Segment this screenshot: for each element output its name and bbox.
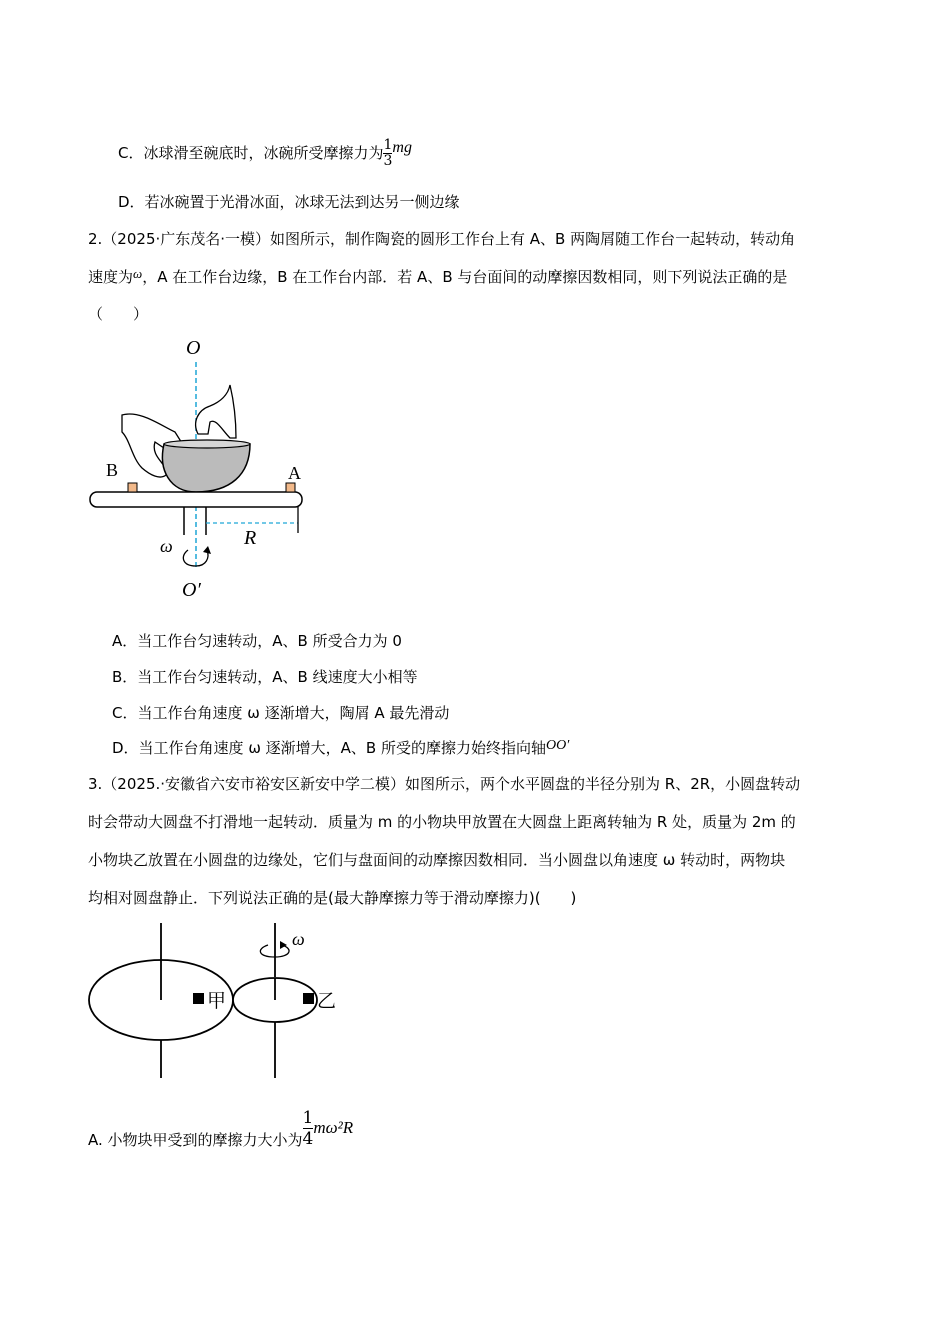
- q2-label-O: O: [186, 337, 201, 359]
- q2-label-omega: ω: [160, 536, 173, 556]
- q2-label-B: B: [106, 460, 119, 480]
- q3-label-yi: 乙: [317, 991, 337, 1012]
- q2-option-a: A．当工作台匀速转动，A、B 所受合力为 0: [112, 632, 402, 650]
- q3-option-a: A. 小物块甲受到的摩擦力大小为 $\frac{1}{4}$ mω²R: [88, 1108, 354, 1149]
- q3-figure: [80, 915, 360, 1080]
- q2-label-A: A: [288, 463, 301, 483]
- q1-option-d: D．若冰碗置于光滑冰面，冰球无法到达另一侧边缘: [118, 193, 460, 211]
- q1-option-c-text: C．冰球滑至碗底时，冰碗所受摩擦力为: [118, 144, 384, 162]
- q3-stem-line4: 均相对圆盘静止．下列说法正确的是(最大静摩擦力等于滑动摩擦力)( ): [88, 889, 577, 907]
- q1-option-c-mg: mg: [392, 139, 412, 156]
- q2-stem-line2: 速度为ω，A 在工作台边缘，B 在工作台内部．若 A、B 与台面间的动摩擦因数相同，则下列说法正确的是: [88, 266, 788, 286]
- q3-label-jia: 甲: [207, 991, 227, 1012]
- q2-omega: ω: [133, 266, 143, 281]
- q3-label-omega: ω: [292, 929, 305, 949]
- q2-stem-line3: （ ）: [88, 305, 149, 323]
- q2-figure: [80, 330, 320, 610]
- q2-option-d: D．当工作台角速度 ω 逐渐增大，A、B 所受的摩擦力始终指向轴OO′: [112, 738, 570, 757]
- q2-label-R: R: [244, 527, 257, 549]
- q2-stem-line1: 2.（2025·广东茂名·一模）如图所示，制作陶瓷的圆形工作台上有 A、B 两陶屑随工作台一起转动，转动角: [88, 230, 796, 248]
- q2-label-O-prime: O′: [182, 579, 201, 601]
- q2-option-b: B．当工作台匀速转动，A、B 线速度大小相等: [112, 668, 418, 686]
- q2-option-d-axis: OO′: [545, 738, 570, 753]
- q3-stem-line3: 小物块乙放置在小圆盘的边缘处，它们与盘面间的动摩擦因数相同．当小圆盘以角速度 ω 转动时，两物块: [88, 851, 786, 869]
- q3-option-a-fraction: $\frac{1}{4}$: [302, 1108, 314, 1149]
- q3-stem-line1: 3.（2025.·安徽省六安市裕安区新安中学二模）如图所示，两个水平圆盘的半径分别为 R、2R，小圆盘转动: [88, 775, 801, 793]
- q1-option-c-fraction: $\frac{1}{3}$: [383, 137, 393, 169]
- q2-option-c: C．当工作台角速度 ω 逐渐增大，陶屑 A 最先滑动: [112, 704, 450, 722]
- q3-stem-line2: 时会带动大圆盘不打滑地一起转动．质量为 m 的小物块甲放置在大圆盘上距离转轴为 R 处，质量为 2m 的: [88, 813, 796, 831]
- q3-option-a-expr: mω²R: [313, 1118, 354, 1137]
- q1-option-c: [118, 138, 412, 169]
